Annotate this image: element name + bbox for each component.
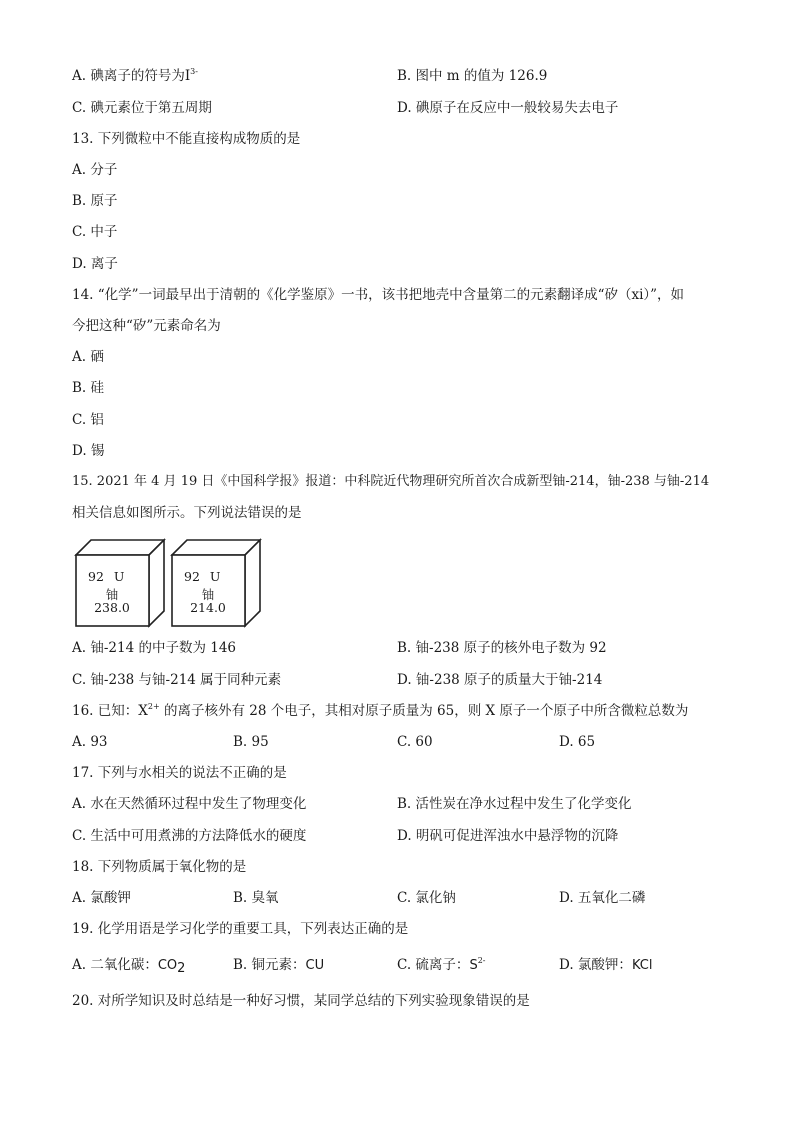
- q17-option-b: B. 活性炭在净水过程中发生了化学变化: [397, 796, 632, 812]
- relative-atomic-mass: 238.0: [94, 600, 130, 615]
- q19-option-b: B. 铜元素：CU: [233, 957, 325, 973]
- q16-stem: 16. 已知：$X^{2+}$ 的离子核外有 28 个电子，其相对原子质量为 65，则 X 原子一个原子中所含微粒总数为: [72, 702, 689, 719]
- q13-option-b: B. 原子: [72, 193, 118, 209]
- q17-option-c: C. 生活中可用煮沸的方法降低水的硬度: [72, 828, 307, 844]
- q12-option-a: A. 碘离子的符号为$I^{3-}$: [72, 67, 198, 84]
- q12-option-d: D. 碘原子在反应中一般较易失去电子: [397, 100, 619, 116]
- q19-option-c: C. 硫离子：$S^{2-}$: [397, 956, 486, 973]
- q12-option-b: B. 图中 m 的值为 126.9: [397, 68, 548, 84]
- q13-stem: 13. 下列微粒中不能直接构成物质的是: [72, 131, 301, 147]
- relative-atomic-mass: 214.0: [190, 600, 226, 615]
- q14-option-d: D. 锡: [72, 443, 105, 459]
- q18-option-d: D. 五氧化二磷: [559, 890, 646, 906]
- q16-option-c: C. 60: [397, 734, 433, 750]
- q14-option-a: A. 硒: [72, 349, 104, 365]
- q12-option-c: C. 碘元素位于第五周期: [72, 100, 212, 116]
- q19-option-a: A. 二氧化碳：$CO_2$: [72, 957, 186, 976]
- element-card-uranium-214: [170, 538, 262, 628]
- element-name: 铀: [105, 587, 119, 602]
- atomic-number-and-symbol: 92 U: [184, 569, 221, 584]
- q15-option-d: D. 铀-238 原子的质量大于铀-214: [397, 672, 603, 688]
- q19-option-d: D. 氯酸钾：KCl: [559, 957, 653, 973]
- q14-option-c: C. 铝: [72, 412, 104, 428]
- q16-option-a: A. 93: [72, 734, 108, 750]
- atomic-number-and-symbol: 92 U: [88, 569, 125, 584]
- q14-option-b: B. 硅: [72, 380, 105, 396]
- element-card-uranium-238: [74, 538, 166, 628]
- q19-stem: 19. 化学用语是学习化学的重要工具，下列表达正确的是: [72, 921, 409, 937]
- q17-option-a: A. 水在天然循环过程中发生了物理变化: [72, 796, 307, 812]
- q15-option-c: C. 铀-238 与铀-214 属于同种元素: [72, 672, 282, 688]
- q18-option-a: A. 氯酸钾: [72, 890, 131, 906]
- q13-option-c: C. 中子: [72, 224, 118, 240]
- q17-option-d: D. 明矾可促进浑浊水中悬浮物的沉降: [397, 828, 619, 844]
- q15-stem-line2: 相关信息如图所示。下列说法错误的是: [72, 505, 302, 521]
- q15-stem-line1: 15. 2021 年 4 月 19 日《中国科学报》报道：中科院近代物理研究所首次合成新型铀-214，铀-238 与铀-214: [72, 474, 710, 489]
- q16-option-b: B. 95: [233, 734, 269, 750]
- q13-option-d: D. 离子: [72, 256, 118, 272]
- q15-option-b: B. 铀-238 原子的核外电子数为 92: [397, 640, 607, 656]
- q14-stem-line1: 14. “化学”一词最早出于清朝的《化学鉴原》一书，该书把地壳中含量第二的元素翻译成“矽（xi）”，如: [72, 287, 685, 303]
- q20-stem: 20. 对所学知识及时总结是一种好习惯，某同学总结的下列实验现象错误的是: [72, 993, 530, 1009]
- q17-stem: 17. 下列与水相关的说法不正确的是: [72, 765, 287, 781]
- q18-stem: 18. 下列物质属于氧化物的是: [72, 859, 247, 875]
- q14-stem-line2: 今把这种“矽”元素命名为: [72, 318, 221, 334]
- q18-option-c: C. 氯化钠: [397, 890, 456, 906]
- q16-option-d: D. 65: [559, 734, 596, 750]
- q15-option-a: A. 铀-214 的中子数为 146: [72, 640, 237, 656]
- q18-option-b: B. 臭氧: [233, 890, 279, 906]
- q13-option-a: A. 分子: [72, 162, 118, 178]
- element-name: 铀: [201, 587, 215, 602]
